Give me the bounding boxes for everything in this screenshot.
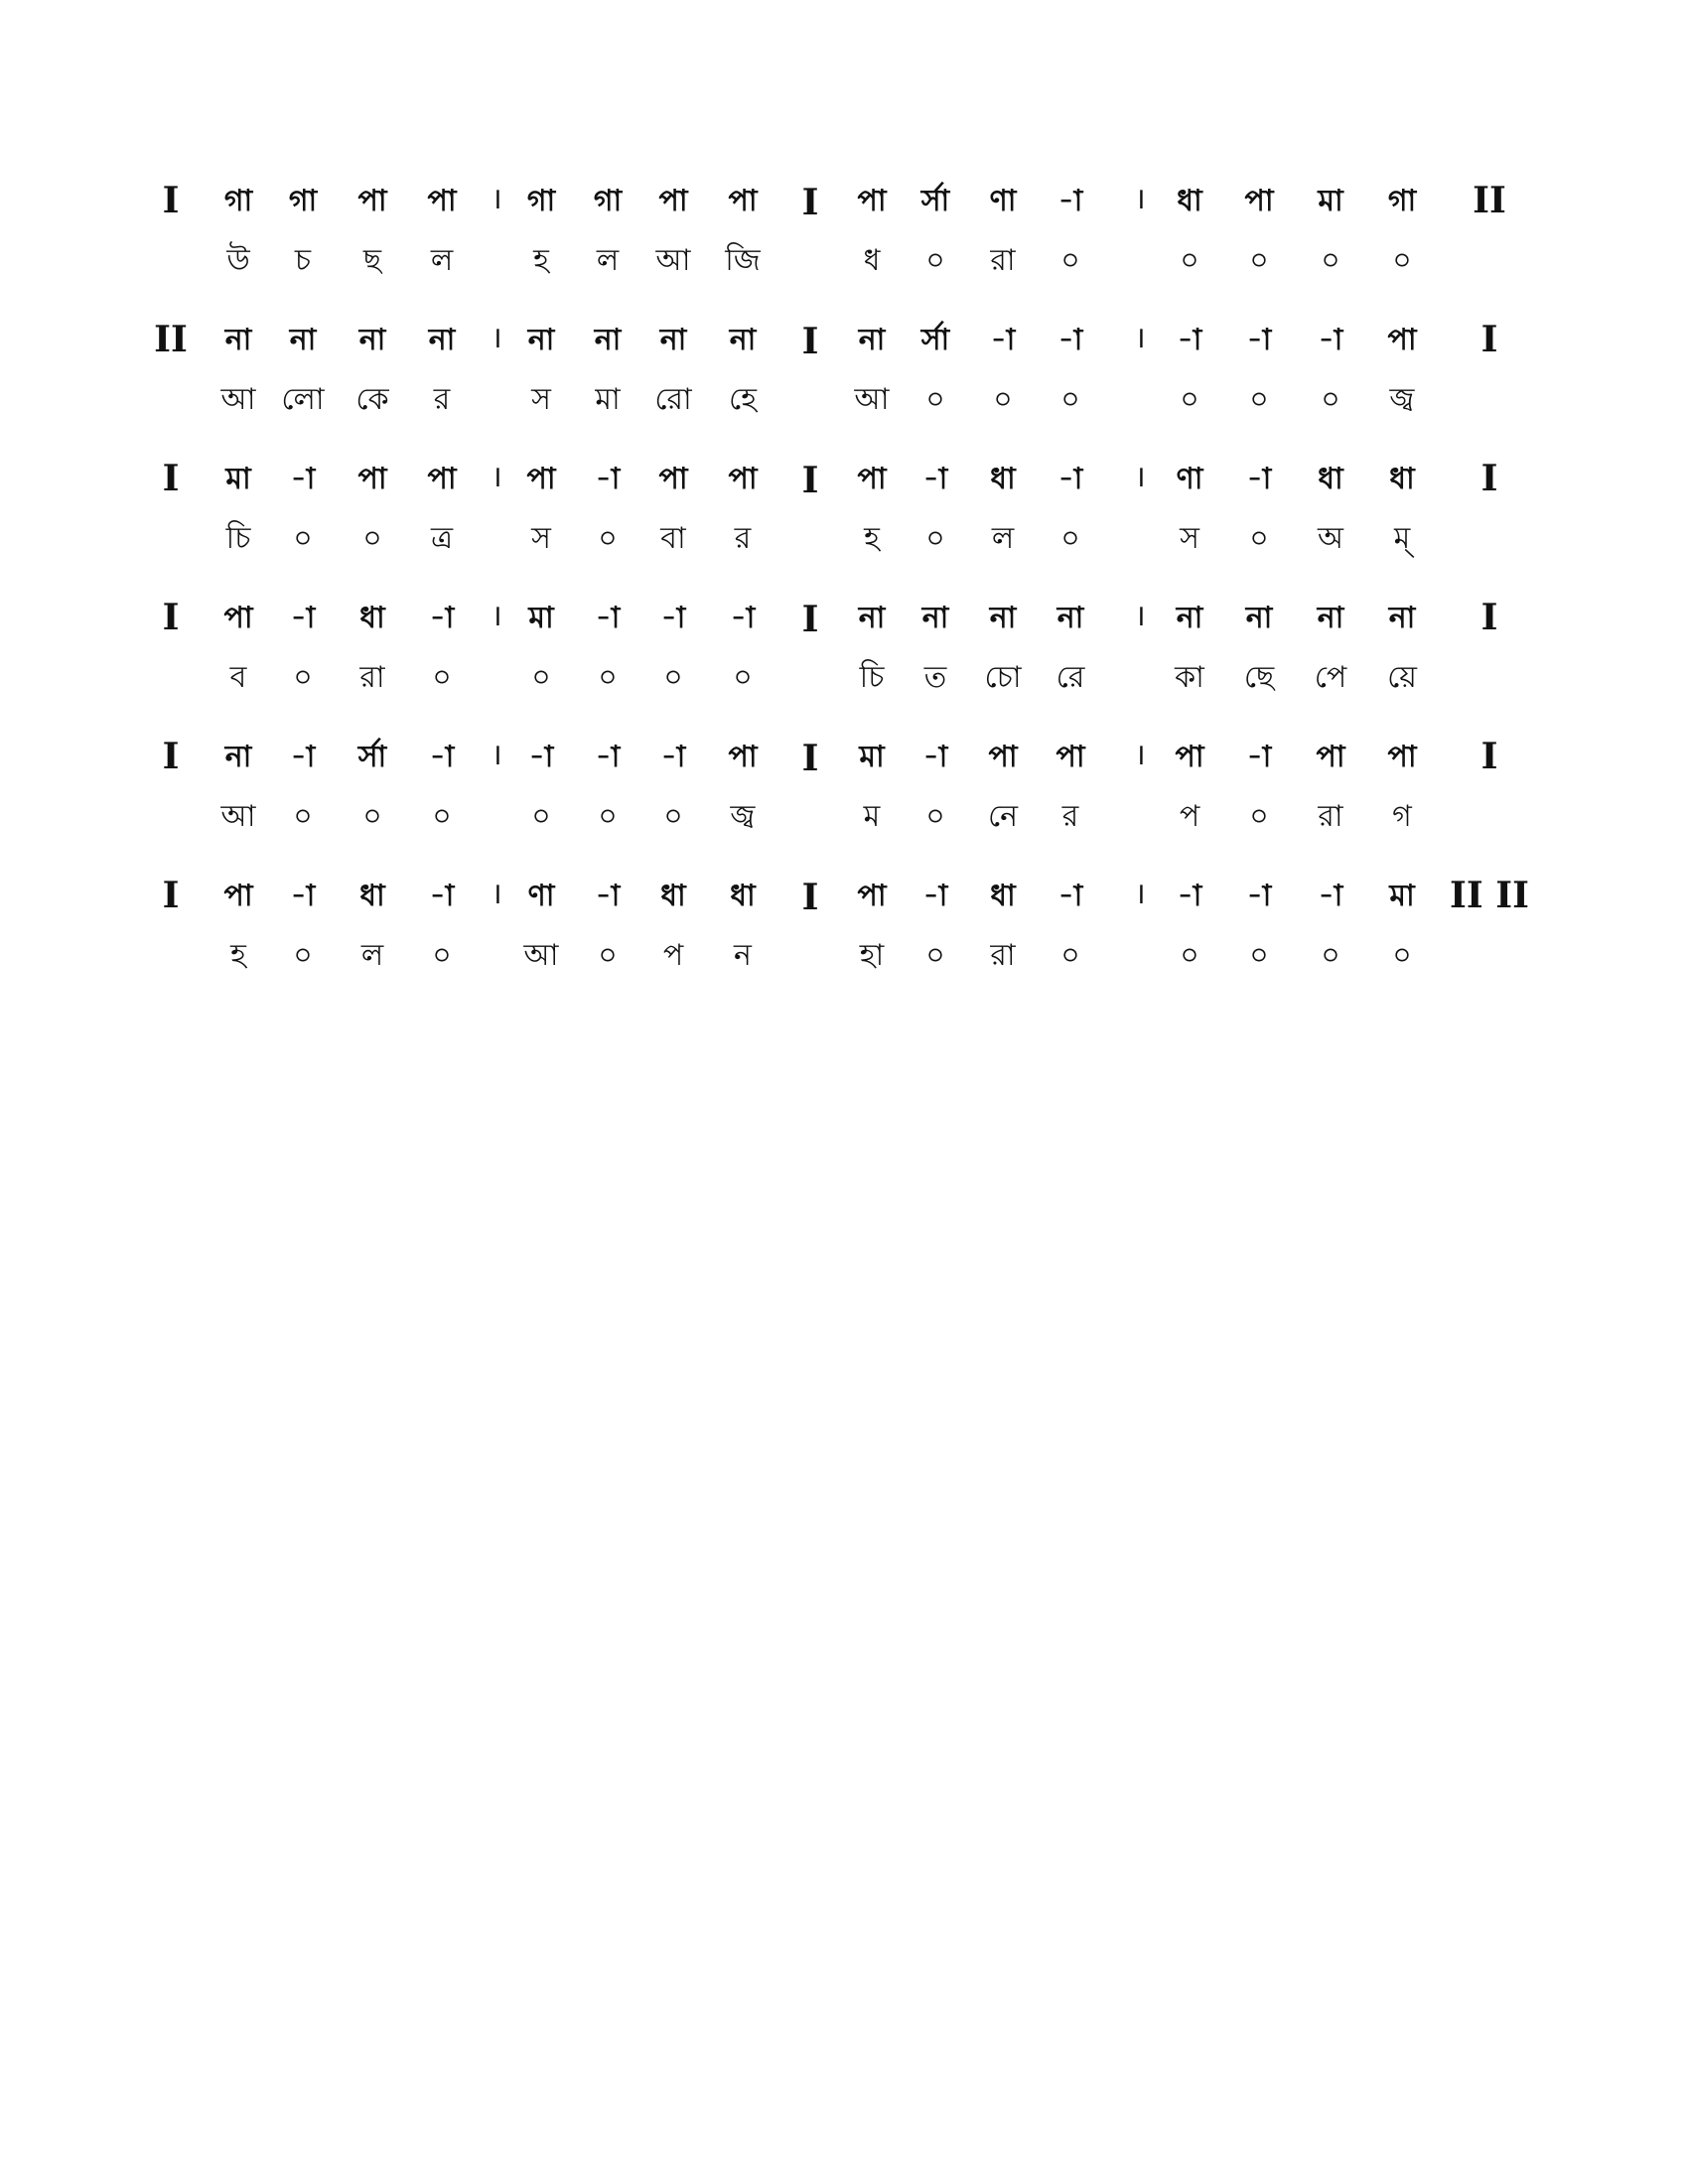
lyric-syllable: ০	[1060, 243, 1080, 278]
line-start-barline: I	[162, 875, 180, 916]
swara-note: ধা	[990, 879, 1016, 913]
swara-note: -া	[429, 740, 455, 774]
line-start-barline: II	[154, 319, 188, 360]
swara-note: -া	[429, 879, 455, 913]
swara-note: পা	[1244, 184, 1274, 218]
swara-note: না	[594, 323, 622, 357]
swara-note: -া	[429, 601, 455, 635]
lyric-syllable: মা	[595, 382, 621, 417]
swara-note: পা	[728, 184, 758, 218]
swara-note: না	[289, 323, 317, 357]
swara-note: ধা	[1318, 462, 1343, 496]
swara-note: না	[358, 323, 386, 357]
swara-note: -া	[528, 740, 554, 774]
line-end-barline: I	[1480, 319, 1498, 360]
lyric-syllable: কা	[1175, 660, 1204, 695]
lyric-syllable: ধ	[863, 243, 881, 278]
lyric-syllable: নে	[987, 799, 1019, 834]
bar-divider: ।	[1134, 738, 1146, 772]
swara-note: র্সা	[920, 323, 950, 357]
swara-note: মা	[528, 601, 554, 635]
swara-note: ণা	[989, 184, 1017, 218]
bar-divider: ।	[491, 321, 502, 355]
bar-divider: ।	[491, 599, 502, 633]
lyric-syllable: আ	[220, 382, 256, 417]
swara-note: -া	[1057, 184, 1083, 218]
lyric-syllable: ল	[360, 938, 384, 973]
bar-divider: ।	[491, 182, 502, 216]
lyric-syllable: ০	[925, 382, 945, 417]
swara-note: গা	[593, 184, 623, 218]
swara-note: গা	[223, 184, 253, 218]
lyric-syllable: র	[433, 382, 451, 417]
swara-note: পা	[427, 462, 457, 496]
swara-note: ধা	[359, 601, 385, 635]
swara-note: না	[1056, 601, 1084, 635]
swara-note: ধা	[1177, 184, 1202, 218]
line-start-barline: I	[162, 458, 180, 499]
lyric-syllable: ০	[1060, 938, 1080, 973]
swara-note: -া	[660, 601, 686, 635]
bar-divider: ।	[1134, 599, 1146, 633]
swara-note: না	[858, 601, 886, 635]
lyric-syllable: হ	[533, 243, 549, 278]
lyric-syllable: ছে	[1243, 660, 1275, 695]
swara-note: পা	[857, 462, 887, 496]
swara-note: -া	[290, 462, 316, 496]
swara-note: মা	[1318, 184, 1343, 218]
lyric-syllable: ০	[925, 521, 945, 556]
swara-note: মা	[1389, 879, 1415, 913]
swara-note: পা	[728, 740, 758, 774]
swara-note: না	[1317, 601, 1344, 635]
swara-note: পা	[1387, 323, 1417, 357]
swara-note: -া	[1177, 879, 1202, 913]
line-start-barline: I	[162, 180, 180, 221]
line-end-barline: II	[1473, 180, 1506, 221]
swara-note: -া	[990, 323, 1016, 357]
swara-note: পা	[658, 462, 688, 496]
line-start-barline: I	[162, 597, 180, 638]
lyric-syllable: স	[1180, 521, 1199, 556]
swara-note: -া	[922, 462, 948, 496]
lyric-syllable: ০	[598, 521, 618, 556]
lyric-syllable: ল	[991, 521, 1015, 556]
swara-note: -া	[1246, 462, 1272, 496]
bar-divider: ।	[491, 877, 502, 911]
swara-note: পা	[427, 184, 457, 218]
swara-note: মা	[859, 740, 885, 774]
bar-divider: I	[801, 182, 819, 223]
bar-divider: I	[801, 877, 819, 918]
lyric-syllable: গ	[1392, 799, 1412, 834]
lyric-syllable: ০	[1392, 243, 1412, 278]
swara-note: -া	[595, 740, 621, 774]
swara-note: -া	[1318, 323, 1343, 357]
lyric-syllable: ম্	[1393, 521, 1411, 556]
lyric-syllable: ০	[1060, 382, 1080, 417]
lyric-syllable: ০	[1321, 938, 1340, 973]
lyric-syllable: ০	[293, 799, 313, 834]
lyric-syllable: পে	[1314, 660, 1347, 695]
swara-note: না	[224, 323, 252, 357]
lyric-syllable: স	[531, 521, 551, 556]
lyric-syllable: জ্ব	[730, 799, 756, 834]
swara-note: পা	[526, 462, 556, 496]
swara-note: গা	[526, 184, 556, 218]
lyric-syllable: অ	[1318, 521, 1343, 556]
lyric-syllable: প	[1179, 799, 1200, 834]
lyric-syllable: ০	[663, 660, 683, 695]
swara-note: -া	[1057, 879, 1083, 913]
bar-divider: ।	[491, 738, 502, 772]
lyric-syllable: ছ	[362, 243, 382, 278]
bar-divider: ।	[1134, 321, 1146, 355]
swara-note: না	[224, 740, 252, 774]
swara-note: গা	[288, 184, 318, 218]
lyric-syllable: ০	[432, 799, 452, 834]
line-start-barline: I	[162, 736, 180, 777]
swara-note: -া	[922, 879, 948, 913]
lyric-syllable: বা	[660, 521, 686, 556]
lyric-syllable: ০	[1249, 382, 1269, 417]
lyric-syllable: ল	[430, 243, 454, 278]
swara-note: না	[659, 323, 687, 357]
swara-note: -া	[595, 601, 621, 635]
lyric-syllable: উ	[226, 243, 250, 278]
swara-note: -া	[595, 879, 621, 913]
swara-note: -া	[290, 740, 316, 774]
lyric-syllable: ০	[432, 938, 452, 973]
swara-note: -া	[1246, 740, 1272, 774]
lyric-syllable: ০	[531, 660, 551, 695]
swara-note: পা	[658, 184, 688, 218]
swara-note: -া	[290, 601, 316, 635]
swara-note: -া	[1246, 879, 1272, 913]
swara-note: না	[527, 323, 555, 357]
swara-note: না	[858, 323, 886, 357]
lyric-syllable: ০	[598, 938, 618, 973]
lyric-syllable: ০	[1392, 938, 1412, 973]
line-end-barline: I	[1480, 597, 1498, 638]
swara-note: না	[729, 323, 757, 357]
swara-note: পা	[1175, 740, 1204, 774]
lyric-syllable: ০	[1321, 382, 1340, 417]
swara-note: -া	[922, 740, 948, 774]
lyric-syllable: আ	[854, 382, 890, 417]
swara-note: ণা	[1176, 462, 1203, 496]
bar-divider: I	[801, 460, 819, 501]
lyric-syllable: রা	[359, 660, 385, 695]
swara-note: ধা	[660, 879, 686, 913]
lyric-syllable: চো	[984, 660, 1022, 695]
lyric-syllable: ০	[993, 382, 1013, 417]
swara-note: ধা	[1389, 462, 1415, 496]
swara-note: -া	[595, 462, 621, 496]
lyric-syllable: ০	[663, 799, 683, 834]
lyric-syllable: হে	[729, 382, 757, 417]
bar-divider: I	[801, 599, 819, 640]
swara-note: -া	[730, 601, 756, 635]
bar-divider: ।	[1134, 460, 1146, 494]
lyric-syllable: ০	[598, 799, 618, 834]
lyric-syllable: লো	[281, 382, 325, 417]
bar-divider: ।	[1134, 182, 1146, 216]
lyric-syllable: ০	[1249, 521, 1269, 556]
lyric-syllable: প	[662, 938, 684, 973]
lyric-syllable: ০	[362, 521, 382, 556]
swara-note: পা	[857, 184, 887, 218]
swara-note: মা	[225, 462, 251, 496]
lyric-syllable: হ	[230, 938, 246, 973]
lyric-syllable: ০	[362, 799, 382, 834]
swara-note: পা	[1316, 740, 1345, 774]
lyric-syllable: আ	[655, 243, 691, 278]
swara-note: ণা	[527, 879, 555, 913]
swara-note: র্সা	[357, 740, 387, 774]
swara-note: না	[921, 601, 949, 635]
lyric-syllable: ব	[229, 660, 247, 695]
lyric-syllable: রো	[654, 382, 692, 417]
lyric-syllable: ০	[598, 660, 618, 695]
lyric-syllable: ০	[733, 660, 753, 695]
swara-note: পা	[988, 740, 1018, 774]
lyric-syllable: স	[531, 382, 551, 417]
swara-note: পা	[1055, 740, 1085, 774]
bar-divider: ।	[1134, 877, 1146, 911]
lyric-syllable: জি	[725, 243, 761, 278]
lyric-syllable: কে	[355, 382, 389, 417]
swara-note: পা	[728, 462, 758, 496]
lyric-syllable: হা	[859, 938, 885, 973]
swara-note: না	[989, 601, 1017, 635]
swara-note: র্সা	[920, 184, 950, 218]
swara-note: পা	[357, 462, 387, 496]
lyric-syllable: ০	[293, 660, 313, 695]
swara-note: পা	[1387, 740, 1417, 774]
lyric-syllable: চি	[225, 521, 251, 556]
lyric-syllable: রা	[1318, 799, 1343, 834]
swara-note: পা	[357, 184, 387, 218]
lyric-syllable: ন	[734, 938, 752, 973]
swara-note: না	[1388, 601, 1416, 635]
swara-note: পা	[223, 879, 253, 913]
lyric-syllable: ০	[1249, 799, 1269, 834]
lyric-syllable: ০	[1180, 938, 1199, 973]
lyric-syllable: চি	[859, 660, 885, 695]
line-end-barline: I	[1480, 736, 1498, 777]
lyric-syllable: র	[1061, 799, 1079, 834]
line-end-barline: I	[1480, 458, 1498, 499]
lyric-syllable: ০	[1249, 938, 1269, 973]
swara-note: -া	[660, 740, 686, 774]
lyric-syllable: ০	[925, 799, 945, 834]
swara-note: ধা	[730, 879, 756, 913]
lyric-syllable: ০	[925, 938, 945, 973]
lyric-syllable: আ	[220, 799, 256, 834]
swara-note: না	[1245, 601, 1273, 635]
lyric-syllable: র	[734, 521, 752, 556]
lyric-syllable: ০	[293, 938, 313, 973]
lyric-syllable: জ্ব	[1389, 382, 1415, 417]
swara-note: -া	[1057, 323, 1083, 357]
swara-note: ধা	[359, 879, 385, 913]
lyric-syllable: ত্র	[430, 521, 454, 556]
lyric-syllable: ০	[432, 660, 452, 695]
lyric-syllable: চ	[294, 243, 312, 278]
lyric-syllable: আ	[523, 938, 559, 973]
lyric-syllable: ০	[1321, 243, 1340, 278]
lyric-syllable: রে	[1055, 660, 1085, 695]
swara-note: -া	[1318, 879, 1343, 913]
swara-note: -া	[1057, 462, 1083, 496]
swara-note: না	[428, 323, 456, 357]
line-end-barline: II II	[1450, 875, 1529, 916]
lyric-syllable: ০	[1060, 521, 1080, 556]
swara-note: না	[1176, 601, 1203, 635]
swara-note: গা	[1387, 184, 1417, 218]
lyric-syllable: ০	[293, 521, 313, 556]
lyric-syllable: রা	[990, 938, 1016, 973]
lyric-syllable: ম	[863, 799, 881, 834]
swara-note: -া	[1246, 323, 1272, 357]
swara-note: -া	[1177, 323, 1202, 357]
lyric-syllable: ০	[925, 243, 945, 278]
lyric-syllable: রা	[990, 243, 1016, 278]
swara-note: -া	[290, 879, 316, 913]
bar-divider: ।	[491, 460, 502, 494]
lyric-syllable: ০	[1180, 243, 1199, 278]
swara-note: পা	[223, 601, 253, 635]
lyric-syllable: ল	[596, 243, 620, 278]
lyric-syllable: য়ে	[1387, 660, 1417, 695]
bar-divider: I	[801, 738, 819, 779]
lyric-syllable: ০	[1180, 382, 1199, 417]
swara-note: ধা	[990, 462, 1016, 496]
swara-note: পা	[857, 879, 887, 913]
bar-divider: I	[801, 321, 819, 362]
lyric-syllable: ০	[1249, 243, 1269, 278]
lyric-syllable: ০	[531, 799, 551, 834]
lyric-syllable: ত	[923, 660, 947, 695]
lyric-syllable: হ	[864, 521, 880, 556]
